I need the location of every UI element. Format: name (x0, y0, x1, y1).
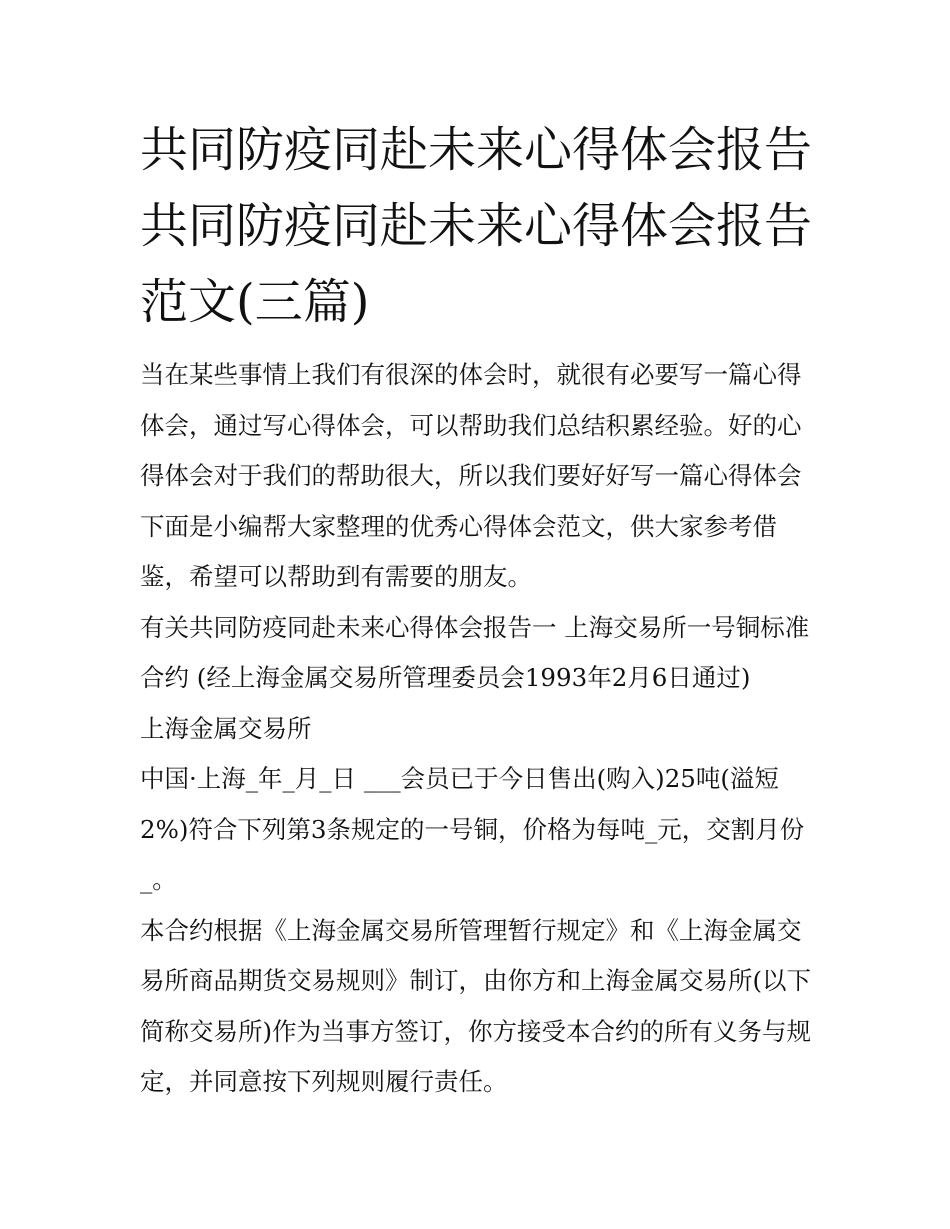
document-title: 共同防疫同赴未来心得体会报告 共同防疫同赴未来心得体会报告范文(三篇) (140, 122, 813, 330)
intro-paragraph: 当在某些事情上我们有很深的体会时，就很有必要写一篇心得体会，通过写心得体会，可以帮助我们总结积累经验。好的心得体会对于我们的帮助很大，所以我们要好好写一篇心得体会下面是小编帮大家整理的优秀心得体会范文，供大家参考借鉴，希望可以帮助到有需要的朋友。 (140, 360, 802, 591)
contract-heading-paragraph: 有关共同防疫同赴未来心得体会报告一 上海交易所一号铜标准合约 (经上海金属交易所管理委员会1993年2月6日通过) (140, 612, 810, 692)
contract-basis-paragraph: 本合约根据《上海金属交易所管理暂行规定》和《上海金属交易所商品期货交易规则》制订，由你方和上海金属交易所(以下简称交易所)作为当事方签订，你方接受本合约的所有义务与规定，并同意按下列规则履行责任。 (140, 915, 812, 1096)
trade-terms-paragraph: 中国·上海_年_月_日 ___会员已于今日售出(购入)25吨(溢短2%)符合下列第3条规定的一号铜，价格为每吨_元，交割月份_。 (140, 764, 805, 894)
exchange-name-paragraph: 上海金属交易所 (140, 713, 312, 743)
document-body (140, 112, 820, 1108)
